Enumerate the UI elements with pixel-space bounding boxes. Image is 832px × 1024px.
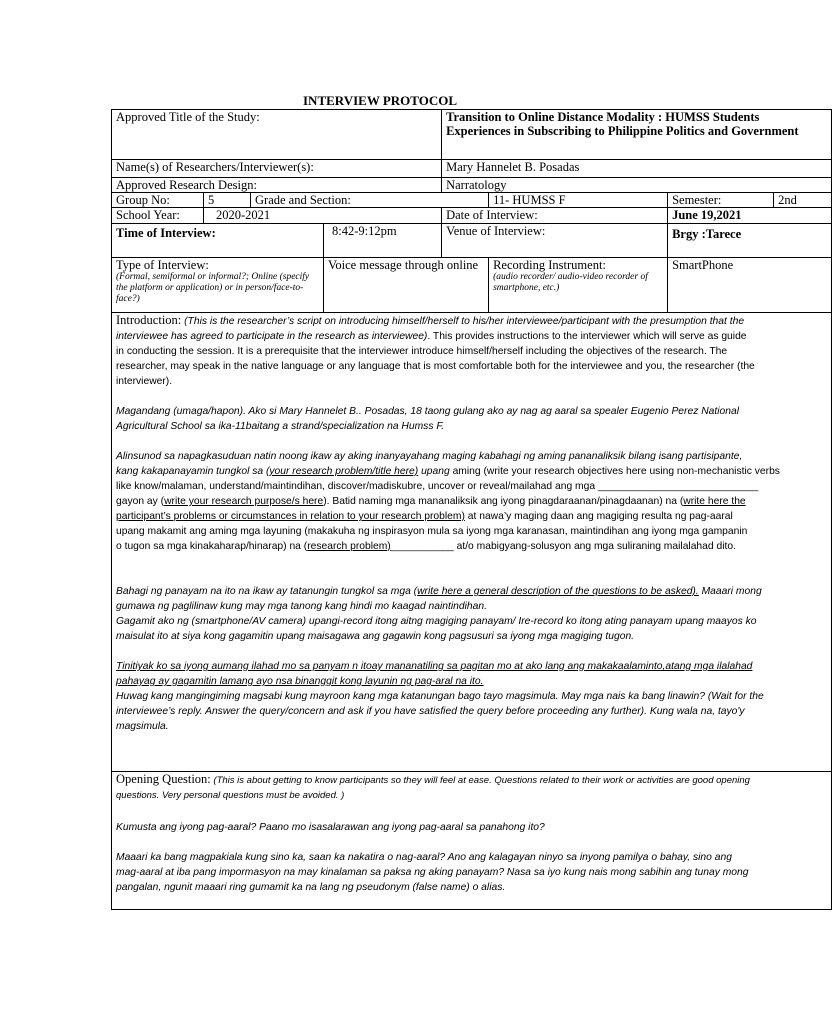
design-value: Narratology <box>442 178 832 193</box>
type-cell <box>112 258 324 313</box>
intro-text: . This provides instructions to the interviewer which will serve as guide <box>427 331 747 342</box>
agreement-text: write your research purpose/s here <box>164 496 324 507</box>
school-year-value: 2020-2021 <box>204 208 442 224</box>
intro-text: (This is the researcher’s script on introducing himself/herself to his/her interviewee/participant with the presumption that the <box>181 316 745 327</box>
agreement-text: write here the <box>683 496 746 507</box>
study-title-label: Approved Title of the Study: <box>112 110 442 160</box>
instrument-label: Recording Instrument: <box>493 258 606 272</box>
agreement-text: upang <box>418 466 450 477</box>
time-value: 8:42-9:12pm <box>324 224 442 258</box>
questions-text: write here a general description of the questions to be asked). <box>417 586 699 597</box>
study-title-line1: Transition to Online Distance Modality : HUMSS Students <box>446 110 760 124</box>
group-value: 5 <box>204 193 251 208</box>
intro-text: interviewer). <box>116 376 173 387</box>
agreement-text: kang kakapanayamin tungkol sa <box>116 466 266 477</box>
agreement-text: aming (write your research objectives here using non-mechanistic verbs <box>449 466 780 477</box>
questions-text: Bahagi ng panayam na ito na ikaw ay tatanungin tungkol sa mga ( <box>116 586 418 597</box>
type-note: (Formal, semiformal or informal?; Online (specify the platform or application) or in person/face-to-face?) <box>116 272 310 304</box>
agreement-text: research problem) <box>307 541 391 552</box>
opening-note: questions. Very personal questions must be avoided. ) <box>116 790 345 801</box>
opening-question-label: Opening Question: <box>116 772 211 786</box>
opening-question-1: Kumusta ang iyong pag-aaral? Paano mo isasalarawan ang iyong pag-aaral sa panahong ito? <box>116 822 545 833</box>
semester-label: Semester: <box>668 193 774 208</box>
document-title: INTERVIEW PROTOCOL <box>303 93 458 108</box>
date-value: June 19,2021 <box>668 208 832 224</box>
opening-note: (This is about getting to know participants so they will feel at ease. Questions related to their work or activities are good opening <box>210 775 750 786</box>
opening-question-2: Maaari ka bang magpakiala kung sino ka, saan ka nakatira o nag-aaral? Ano ang kalagayan ninyo sa inyong pamilya o bahay, sino ang <box>116 852 732 863</box>
venue-label: Venue of Interview: <box>442 224 668 258</box>
instrument-cell <box>489 258 668 313</box>
questions-text: Maaari mong <box>698 586 762 597</box>
venue-value: Brgy :Tarece <box>668 224 832 258</box>
study-title-line2: Experiences in Subscribing to Philippine Politics and Government <box>446 124 799 138</box>
agreement-text: at nawa’y maging daan ang magiging resulta ng pag-aaral <box>464 511 733 522</box>
grade-value: 11- HUMSS F <box>489 193 668 208</box>
agreement-text: ). Batid naming mga mananaliksik ang iyong pinagdaraanan/pinagdaanan) na ( <box>323 496 684 507</box>
introduction-section <box>112 313 832 772</box>
greeting-text: Magandang (umaga/hapon). Ako si Mary Hannelet B.. Posadas, 18 taong gulang ako ay nag ag aaral sa spealer Eugenio Perez National <box>116 406 739 417</box>
design-label: Approved Research Design: <box>112 178 442 193</box>
school-year-label: School Year: <box>112 208 204 224</box>
clarification-text: Huwag kang mangingiming magsabi kung mayroon kang mga katanungan bago tayo magsimula. May mga nais ka bang linawin? (Wait for the <box>116 691 764 702</box>
type-label: Type of Interview: <box>116 258 209 272</box>
agreement-text: o tugon sa mga kinakaharap/hinarap) na ( <box>116 541 308 552</box>
opening-question-2: pangalan, ngunit maaari ring gumamit ka na lang ng pseudonym (false name) o alias. <box>116 882 506 893</box>
instrument-note: (audio recorder/ audio-video recorder of smartphone, etc.) <box>493 272 648 293</box>
protocol-table <box>111 109 832 910</box>
agreement-text: participant’s problems or circumstances in relation to your research problem) <box>116 511 465 522</box>
opening-question-2: mag-aaral at iba pang impormasyon na may kinalaman sa paksa ng aking panayam? Nasa sa iyo kung nais mong sabihin ang tunay mong <box>116 867 749 878</box>
clarification-text: interviewee’s reply. Answer the query/concern and ask if you have satisfied the query before proceeding any further). Kung wala na, tayo'y <box>116 706 745 717</box>
agreement-text: (your research problem/title here) <box>265 466 419 477</box>
agreement-text: ___________ at/o mabigyang-solusyon ang mga suliraning mailalahad dito. <box>390 541 736 552</box>
clarification-text: magsimula. <box>116 721 169 732</box>
introduction-label: Introduction: <box>116 313 182 327</box>
time-label: Time of Interview: <box>112 224 324 258</box>
instrument-value: SmartPhone <box>668 258 832 313</box>
agreement-text: Alinsunod sa napagkasuduan natin noong ikaw ay aking inanyayahang maging kabahagi ng aming pananaliksik bilang isang partisipante, <box>116 451 743 462</box>
confidentiality-text: Tinitiyak ko sa iyong aumang ilahad mo sa panyam n itoay mananatiling sa pagitan mo at ako lang ang makakaalaminto,atang mga ilalahad <box>116 661 753 672</box>
grade-label: Grade and Section: <box>251 193 489 208</box>
questions-text: gumawa ng paglilinaw kung may mga tanong kang hindi mo kaagad naintindihan. <box>116 601 487 612</box>
recording-text: Gagamit ako ng (smartphone/AV camera) upangi-record itong aitng magiging panayam/ Ire-record ko itong ating panayam upang maayos ko <box>116 616 757 627</box>
type-value: Voice message through online <box>324 258 489 313</box>
agreement-text: like know/malaman, understand/maintindihan, discover/madiskubre, uncover or reveal/mailahad ang mga ____________________________ <box>116 481 759 492</box>
researchers-label: Name(s) of Researchers/Interviewer(s): <box>112 160 442 178</box>
agreement-text: upang makamit ang aming mga layuning (makakuha ng inspirasyon mula sa iyong mga karanasan, maintindihan ang iyong mga gampanin <box>116 526 748 537</box>
opening-question-section <box>112 772 832 910</box>
researchers-value: Mary Hannelet B. Posadas <box>442 160 832 178</box>
intro-text: researcher, may speak in the native language or any language that is most comfortable both for the interviewee and you, the researcher (the <box>116 361 755 372</box>
intro-text: interviewee has agreed to participate in the research as interviewee) <box>116 331 428 342</box>
intro-text: in conducting the session. It is a prerequisite that the interviewer introduce himself/herself including the objectives of the research. The <box>116 346 728 357</box>
group-label: Group No: <box>112 193 204 208</box>
greeting-text: Agricultural School sa ika-11baitang a strand/specialization na Humss F. <box>116 421 445 432</box>
recording-text: maisulat ito at siya kong gagamitin upang maisagawa ang gagawin kong pagsusuri sa iyong mga magiging tugon. <box>116 631 635 642</box>
date-label: Date of Interview: <box>442 208 668 224</box>
agreement-text: gayon ay ( <box>116 496 165 507</box>
study-title-value <box>442 110 832 160</box>
semester-value: 2nd <box>774 193 832 208</box>
confidentiality-text: pahayag ay gagamitin lamang ayo nsa binanggit kong layunin ng pag-aral na ito. <box>116 676 484 687</box>
